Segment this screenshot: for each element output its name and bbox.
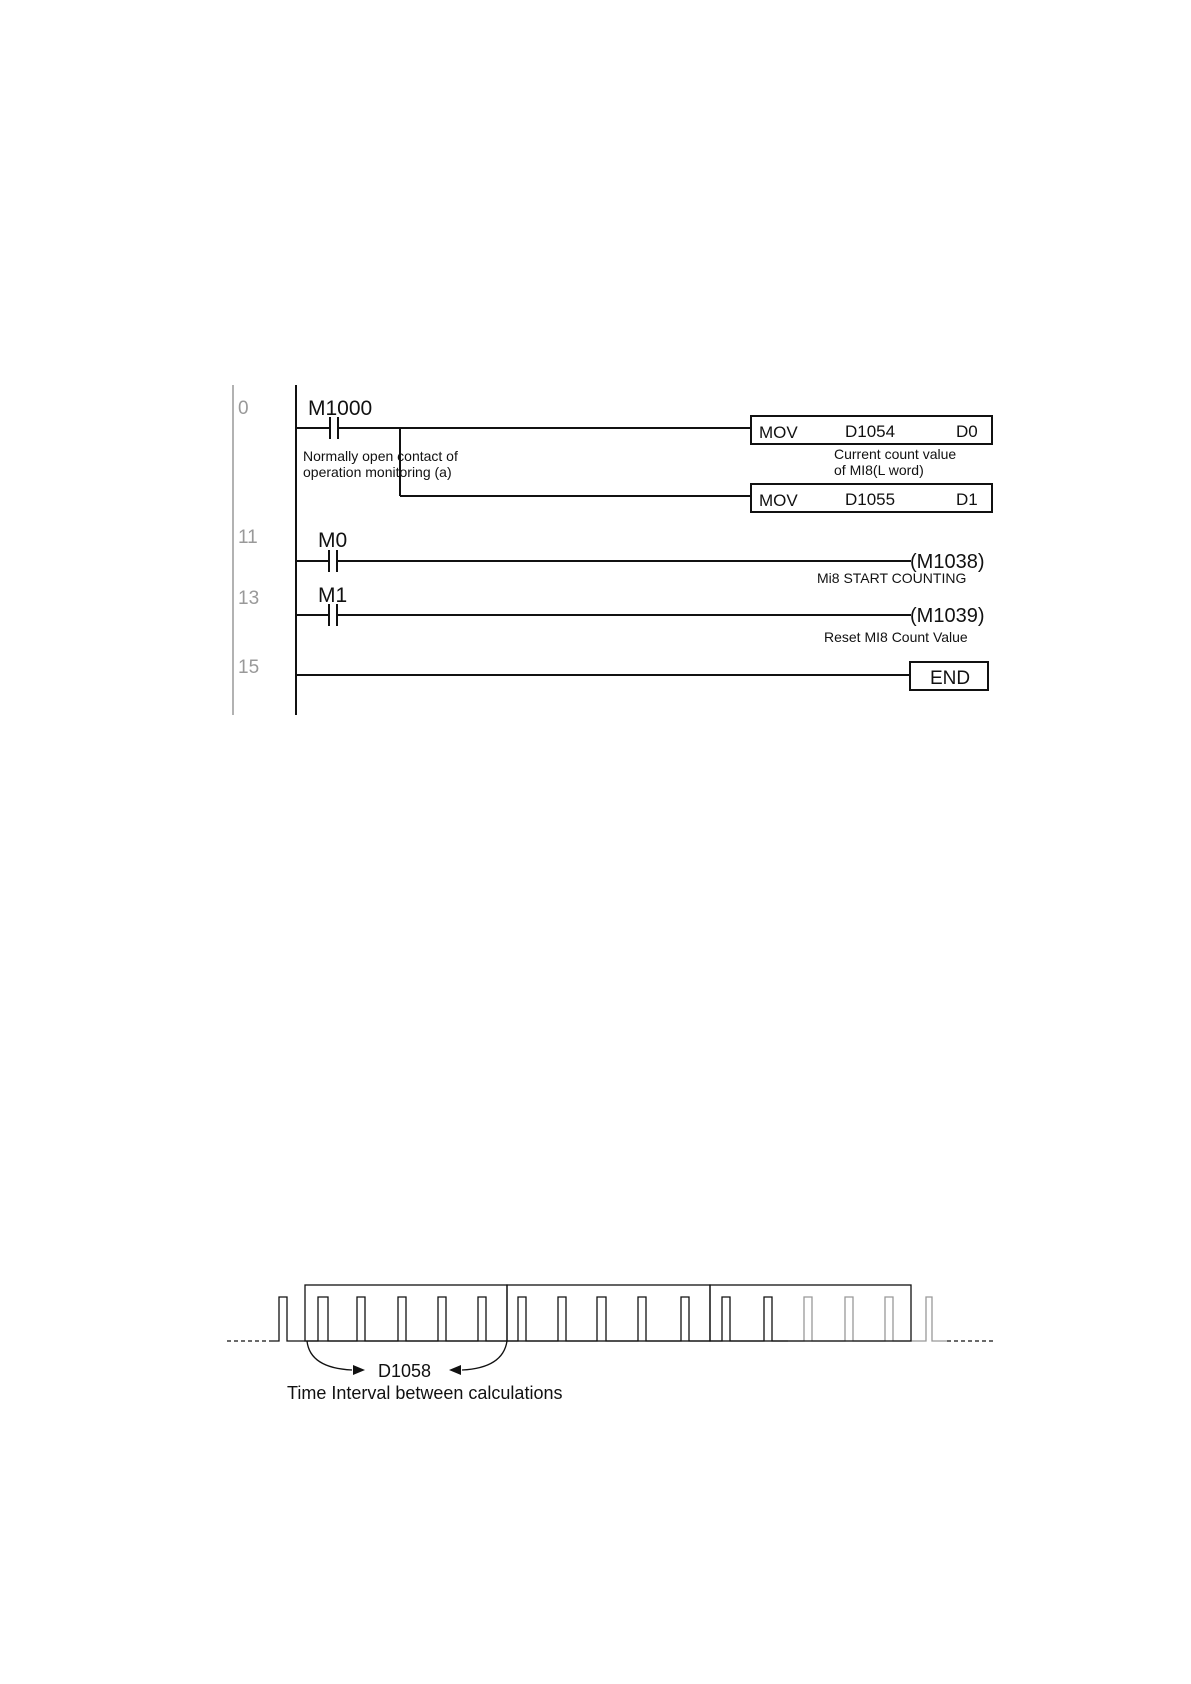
coil-m1039: (M1039)	[910, 605, 985, 627]
sample-window-3	[710, 1285, 911, 1341]
interval-curve-right	[462, 1341, 507, 1370]
rung-11	[296, 529, 984, 586]
coil-note-m1038: Mi8 START COUNTING	[817, 570, 967, 586]
interval-register: D1058	[378, 1361, 432, 1381]
step-number-15: 15	[238, 657, 260, 678]
step-number-11: 11	[238, 527, 258, 548]
pulse-train-faded	[788, 1297, 947, 1341]
timing-diagram	[227, 1285, 993, 1403]
interval-curve-left	[307, 1341, 352, 1370]
inst2-src: D1055	[845, 490, 896, 509]
pulse-train-dark	[273, 1297, 788, 1341]
ladder-diagram	[233, 385, 992, 715]
instruction-mov-2	[751, 484, 992, 512]
inst1-op: MOV	[759, 423, 798, 442]
instruction-mov-1	[751, 416, 992, 444]
end-label: END	[930, 668, 971, 689]
contact-label-m1000: M1000	[308, 397, 373, 420]
inst1-note-line2: of MI8(L word)	[834, 462, 924, 478]
contact-label-m0: M0	[318, 529, 348, 552]
step-number-0: 0	[238, 398, 249, 419]
coil-m1038: (M1038)	[910, 551, 985, 573]
contact-symbol-m0	[296, 550, 911, 572]
inst2-dst: D1	[956, 490, 978, 509]
contact-symbol-m1	[296, 604, 911, 626]
contact-symbol-m1000	[296, 417, 751, 439]
contact-note-line2: operation monitoring (a)	[303, 464, 452, 480]
inst1-dst: D0	[956, 422, 978, 441]
step-number-13: 13	[238, 588, 260, 609]
sample-window-2	[507, 1285, 710, 1341]
contact-note-line1: Normally open contact of	[303, 448, 458, 464]
arrow-left-icon	[449, 1365, 461, 1375]
arrow-right-icon	[353, 1365, 365, 1375]
inst1-note-line1: Current count value	[834, 446, 957, 462]
inst2-op: MOV	[759, 491, 798, 510]
rung-13	[296, 584, 984, 645]
rung-15	[296, 662, 988, 690]
contact-label-m1: M1	[318, 584, 348, 607]
inst1-src: D1054	[845, 422, 896, 441]
interval-caption: Time Interval between calculations	[287, 1383, 563, 1403]
rung-0	[296, 397, 992, 512]
coil-note-m1039: Reset MI8 Count Value	[824, 629, 968, 645]
